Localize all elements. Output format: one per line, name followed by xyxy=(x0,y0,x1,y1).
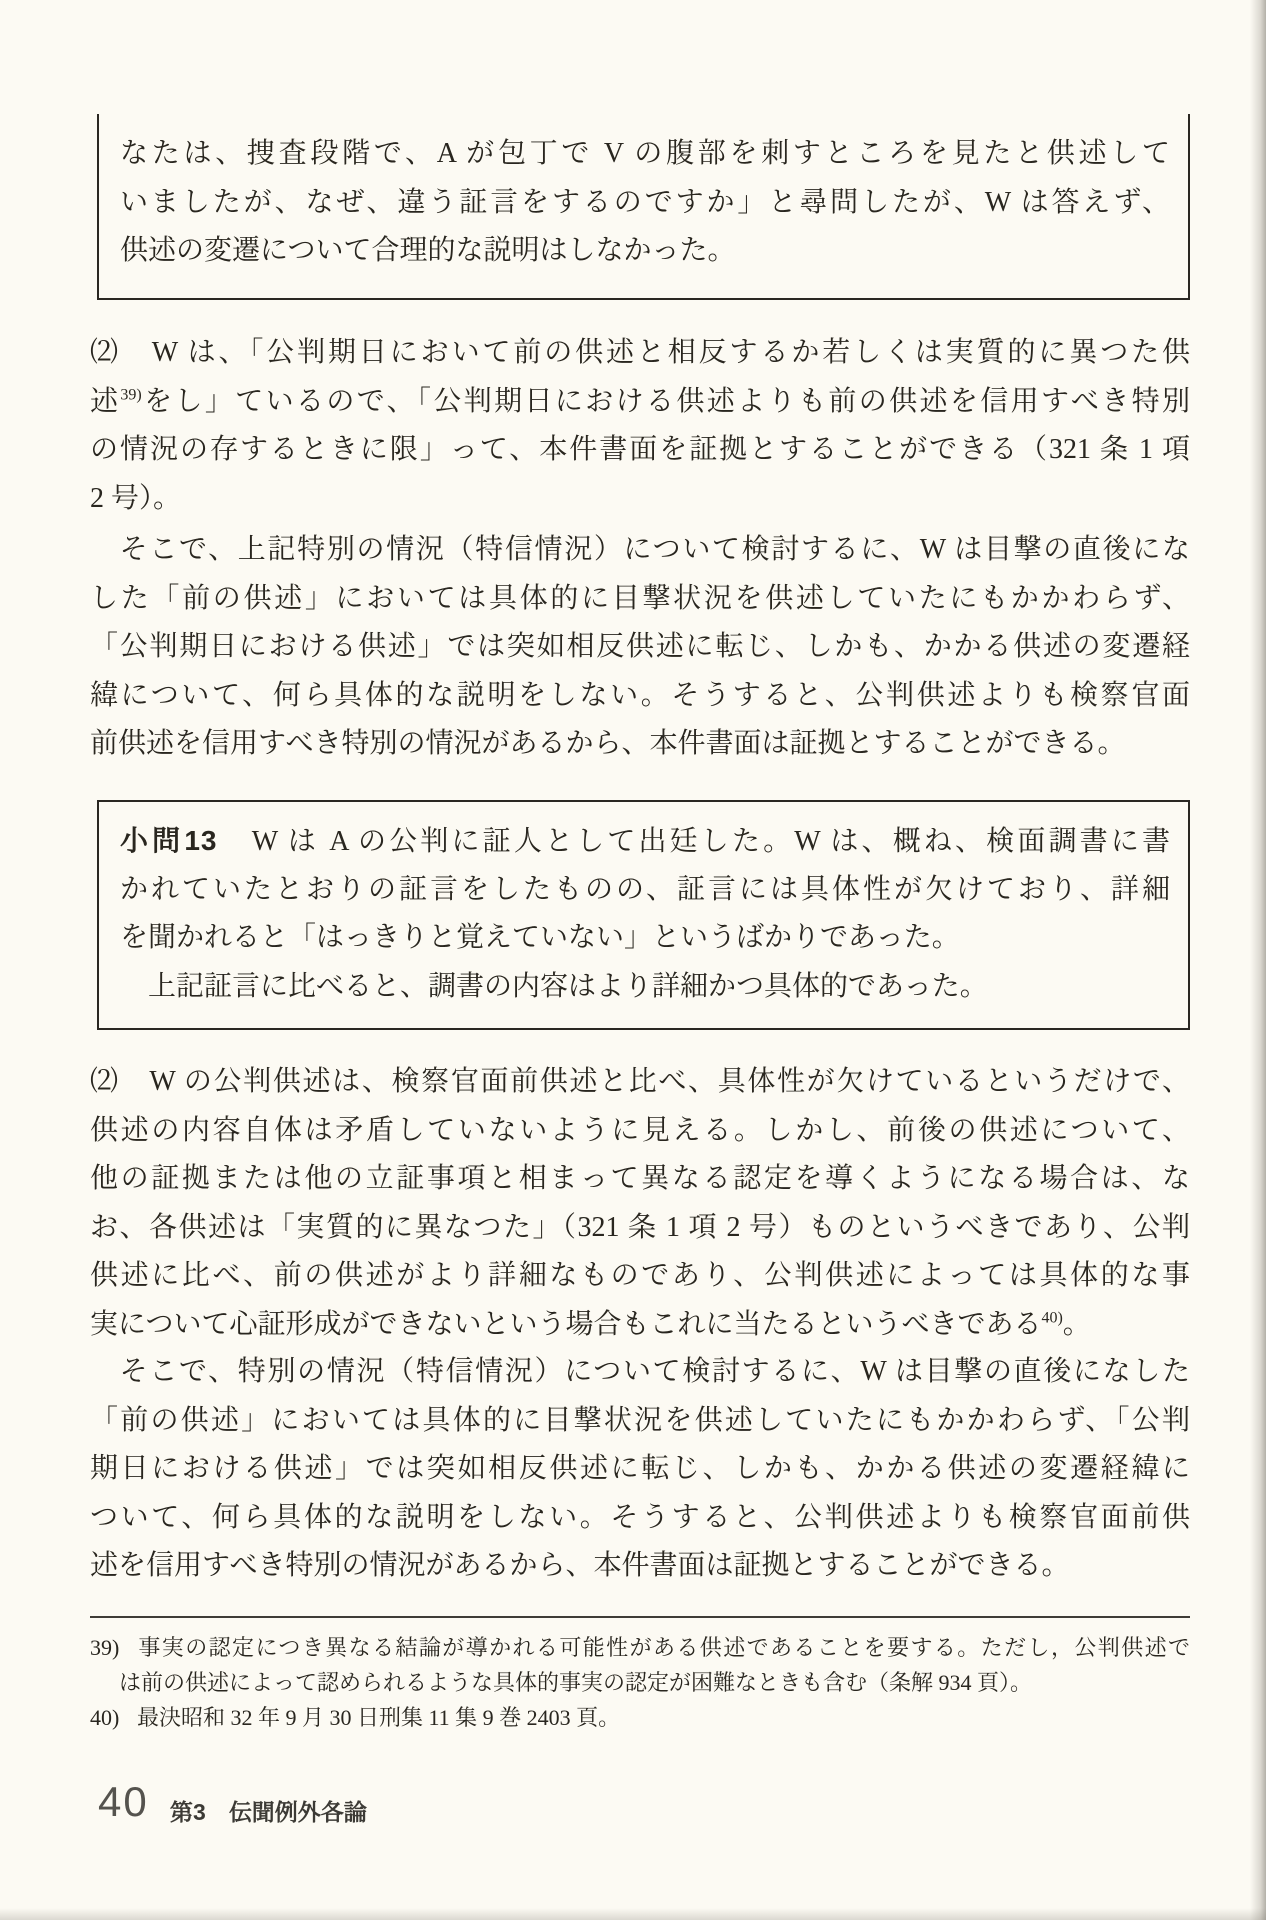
paragraph-line: 緯について、何ら具体的な説明をしない。そうすると、公判供述よりも検察官面 xyxy=(90,679,1190,711)
quote-line: を聞かれると「はっきりと覚えていない」というばかりであった。 xyxy=(120,922,960,953)
page-number: 40 xyxy=(98,1778,149,1825)
problem-label: 小問13 xyxy=(120,825,218,856)
quote-line: なたは、捜査段階で、A が包丁で V の腹部を刺すところを見たと供述して xyxy=(120,138,1170,169)
paragraph-tokushin-first xyxy=(90,526,1190,769)
footnote-divider xyxy=(90,1616,1190,1618)
footnote-39-line xyxy=(90,1665,1190,1700)
paragraph-line: お、各供述は「実質的に異なつた」（321 条 1 項 2 号）ものというべきであり、公判 xyxy=(90,1211,1190,1243)
paragraph-line: 供述に比べ、前の供述がより詳細なものであり、公判供述によっては具体的な事 xyxy=(90,1260,1190,1291)
quote-line: いましたが、なぜ、違う証言をするのですか」と尋問したが、W は答えず、 xyxy=(120,186,1170,218)
page-edge-shadow-bottom xyxy=(0,1908,1266,1920)
paragraph-2-first xyxy=(90,329,1190,523)
paragraph-line: 供述の内容自体は矛盾していないように見える。しかし、前後の供述について、 xyxy=(90,1114,1190,1146)
line-text: 。 xyxy=(1062,1308,1091,1340)
footnote-ref-39: 39) xyxy=(120,386,142,404)
footnote-ref-40: 40) xyxy=(1041,1309,1063,1327)
paragraph-line: 「公判期日における供述」では突如相反供述に転じ、しかも、かかる供述の変遷経 xyxy=(90,631,1190,662)
quote-line xyxy=(120,817,1170,866)
paragraph-line: そこで、上記特別の情況（特信情況）について検討するに、W は目撃の直後にな xyxy=(90,534,1190,565)
paragraph-line: 「前の供述」においては具体的に目撃状況を供述していたにもかかわらず、「公判 xyxy=(90,1404,1190,1436)
quote-box-continued xyxy=(97,114,1190,300)
footnote-39-line xyxy=(90,1630,1190,1665)
paragraph-line: 前供述を信用すべき特別の情況があるから、本件書面は証拠とすることができる。 xyxy=(90,728,1126,759)
page-edge-shadow-right xyxy=(1250,0,1266,1920)
paragraph-tokushin-second xyxy=(90,1348,1190,1591)
quote-line: 供述の変遷について合理的な説明はしなかった。 xyxy=(120,235,736,266)
paragraph-line: ついて、何ら具体的な説明をしない。そうすると、公判供述よりも検察官面前供 xyxy=(90,1501,1190,1533)
paragraph-line: ⑵ W は、「公判期日において前の供述と相反するか若しくは実質的に異つた供 xyxy=(90,337,1190,368)
footnote-number: 40) xyxy=(90,1705,120,1730)
line-text: 述 xyxy=(90,385,121,417)
paragraph-line xyxy=(90,1301,1190,1350)
footnotes xyxy=(90,1630,1190,1735)
footnote-text: 最決昭和 32 年 9 月 30 日刑集 11 集 9 巻 2403 頁。 xyxy=(137,1705,621,1730)
paragraph-line: 述を信用すべき特別の情況があるから、本件書面は証拠とすることができる。 xyxy=(90,1550,1070,1581)
footnote-40-line xyxy=(90,1700,1190,1735)
paragraph-line: 2 号）。 xyxy=(90,482,182,514)
footnote-text: は前の供述によって認められるような具体的事実の認定が困難なときも含む（条解 934 頁）。 xyxy=(119,1670,1033,1695)
paragraph-line: 他の証拠または他の立証事項と相まって異なる認定を導くようになる場合は、な xyxy=(90,1163,1190,1194)
quote-line: 上記証言に比べると、調書の内容はより詳細かつ具体的であった。 xyxy=(120,970,988,1002)
line-text: W は A の公判に証人として出廷した。W は、概ね、検面調書に書 xyxy=(217,826,1170,857)
paragraph-2-second xyxy=(90,1058,1190,1349)
footnote-number: 39) xyxy=(90,1635,120,1660)
line-text: 実について心証形成ができないという場合もこれに当たるというべきである xyxy=(90,1308,1042,1340)
paragraph-line: 期日における供述」では突如相反供述に転じ、しかも、かかる供述の変遷経緯に xyxy=(90,1453,1190,1484)
paragraph-line: そこで、特別の情況（特信情況）について検討するに、W は目撃の直後になした xyxy=(90,1356,1190,1387)
running-section-title: 第3 伝聞例外各論 xyxy=(170,1799,367,1825)
paragraph-line: の情況の存するときに限」って、本件書面を証拠とすることができる（321 条 1 項 xyxy=(90,434,1190,465)
paragraph-line: した「前の供述」においては具体的に目撃状況を供述していたにもかかわらず、 xyxy=(90,582,1190,614)
line-text: をし」ているので、「公判期日における供述よりも前の供述を信用すべき特別 xyxy=(141,385,1190,417)
quote-box-komon13 xyxy=(97,800,1190,1030)
paragraph-line xyxy=(90,378,1190,427)
paragraph-line: ⑵ W の公判供述は、検察官面前供述と比べ、具体性が欠けているというだけで、 xyxy=(90,1066,1190,1097)
quote-line: かれていたとおりの証言をしたものの、証言には具体性が欠けており、詳細 xyxy=(120,873,1170,905)
footnote-text: 事実の認定につき異なる結論が導かれる可能性がある供述であることを要する。ただし，公判供述で xyxy=(137,1635,1190,1660)
